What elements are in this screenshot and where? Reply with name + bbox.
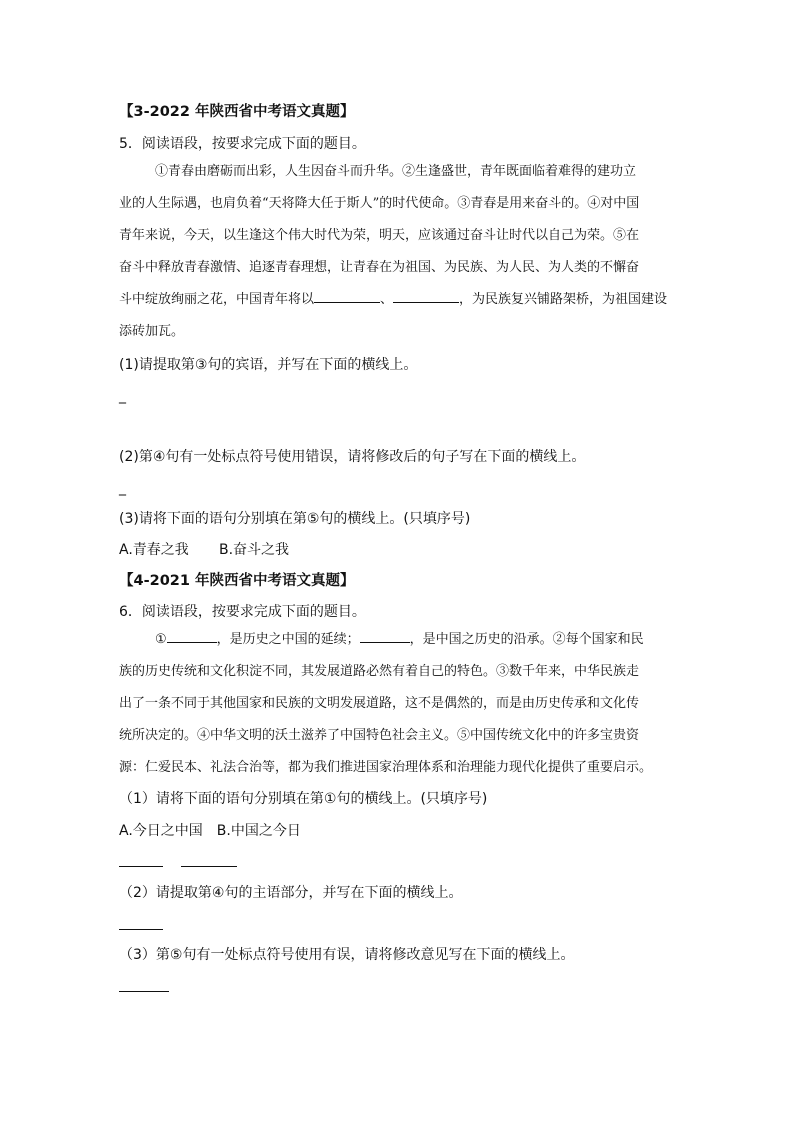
passage-text: 、 (380, 292, 394, 307)
passage-line: 统所决定的。④中华文明的沃土滋养了中国特色社会主义。⑤中国传统文化中的许多宝贵资 (119, 728, 640, 743)
fill-blank (360, 628, 410, 643)
option-b: B.奋斗之我 (219, 542, 290, 558)
section-header: 【4-2021 年陕西省中考语文真题】 (119, 573, 355, 589)
passage-text: 斗中绽放绚丽之花，中国青年将以 (119, 292, 315, 307)
reading-passage (119, 156, 679, 348)
passage-line (119, 284, 679, 316)
answer-blank (119, 929, 163, 930)
answer-blank (119, 866, 163, 867)
sub-question-3: （3）第⑤句有一处标点符号使用有误，请将修改意见写在下面的横线上。 (119, 947, 575, 963)
passage-line: 出了一条不同于其他国家和民族的文明发展道路，这不是偶然的，而是由历史传承和文化传 (119, 696, 640, 711)
passage-line: 奋斗中释放青春激情、追逐青春理想，让青春在为祖国、为民族、为人民、为人类的不懈奋 (119, 260, 640, 275)
passage-line: 源：仁爱民本、礼法合治等，都为我们推进国家治理体系和治理能力现代化提供了重要启示。 (119, 760, 653, 775)
reading-passage (119, 624, 679, 784)
fill-blank (314, 288, 380, 303)
sub-question-3: (3)请将下面的语句分别填在第⑤句的横线上。(只填序号) (119, 511, 471, 527)
answer-line-1: _ (119, 388, 126, 404)
sub-question-2: （2）请提取第④句的主语部分，并写在下面的横线上。 (119, 885, 463, 901)
sub-question-1: (1)请提取第③句的宾语，并写在下面的横线上。 (119, 357, 418, 373)
passage-line: 族的历史传统和文化积淀不同，其发展道路必然有着自己的特色。③数千年来，中华民族走 (119, 664, 640, 679)
passage-line: ①青春由磨砺而出彩，人生因奋斗而升华。②生逢盛世，青年既面临着难得的建功立 (155, 164, 637, 179)
passage-line: 业的人生际遇，也肩负着“天将降大任于斯人”的时代使命。③青春是用来奋斗的。④对中国 (119, 196, 640, 211)
answer-blank (181, 866, 237, 867)
section-header: 【3-2022 年陕西省中考语文真题】 (119, 104, 355, 120)
options-line: A.今日之中国 B.中国之今日 (119, 823, 301, 839)
option-a: A.青春之我 (119, 542, 189, 558)
sub-question-2: (2)第④句有一处标点符号使用错误，请将修改后的句子写在下面的横线上。 (119, 449, 586, 465)
fill-blank (167, 628, 217, 643)
passage-line: 添砖加瓦。 (119, 324, 185, 339)
passage-text: ，为民族复兴铺路架桥，为祖国建设 (459, 292, 668, 307)
passage-text: ，是中国之历史的沿承。②每个国家和民 (409, 632, 644, 647)
passage-line: 青年来说，今天，以生逢这个伟大时代为荣，明天，应该通过奋斗让时代以自己为荣。⑤在 (119, 228, 640, 243)
sub-question-1: （1）请将下面的语句分别填在第①句的横线上。(只填序号) (119, 791, 488, 807)
passage-text: ① (155, 632, 167, 647)
question-stem: 5．阅读语段，按要求完成下面的题目。 (119, 136, 366, 152)
answer-line-2: _ (119, 480, 126, 496)
answer-blank (119, 991, 169, 992)
question-stem: 6．阅读语段，按要求完成下面的题目。 (119, 604, 366, 620)
fill-blank (393, 288, 459, 303)
passage-line (119, 624, 679, 656)
passage-text: ，是历史之中国的延续； (216, 632, 360, 647)
